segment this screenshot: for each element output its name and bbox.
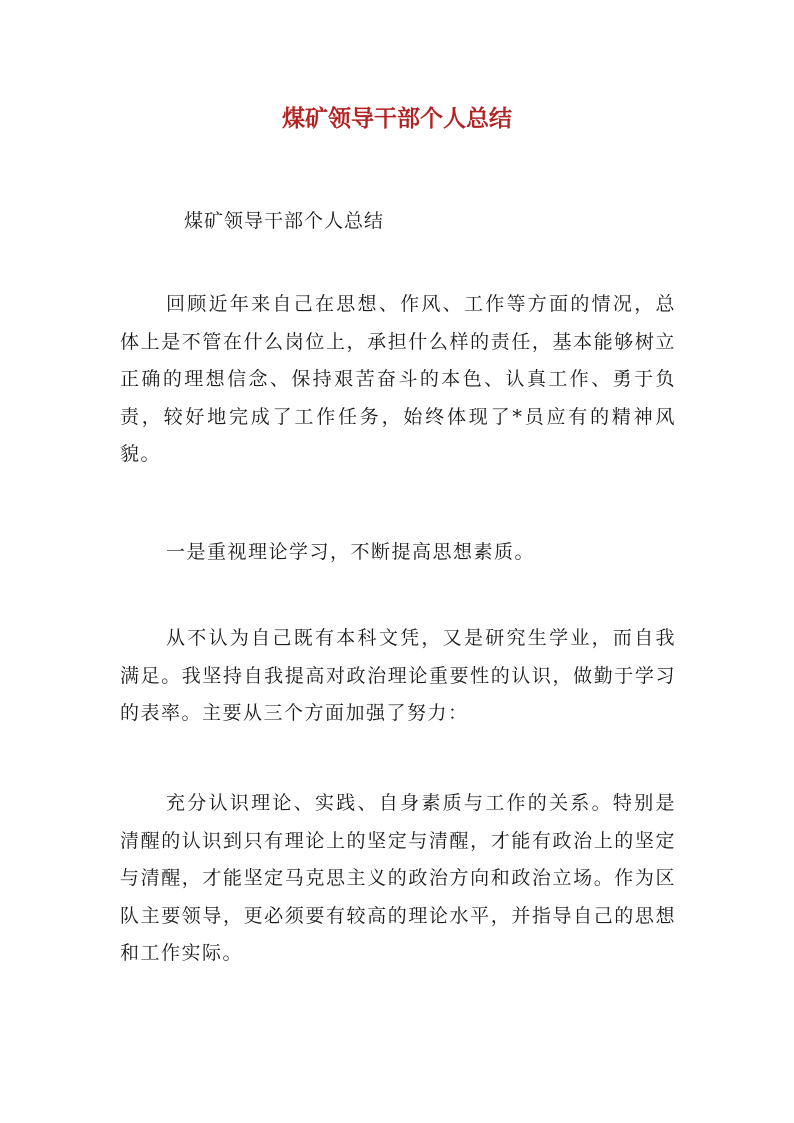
document-title: 煤矿领导干部个人总结	[282, 105, 512, 132]
document-subtitle: 煤矿领导干部个人总结	[184, 210, 385, 232]
paragraph-point-one: 一是重视理论学习，不断提高思想素质。	[166, 541, 536, 563]
paragraph-self-improvement: 从不认为自己既有本科文凭，又是研究生学业，而自我满足。我坚持自我提高对政治理论重要性的认识，做勤于学习的表率。主要从三个方面加强了努力：	[120, 627, 676, 724]
paragraph-theory-practice: 充分认识理论、实践、自身素质与工作的关系。特别是清醒的认识到只有理论上的坚定与清醒，才能有政治上的坚定与清醒，才能坚定马克思主义的政治方向和政治立场。作为区队主要领导，更必须要有较高的理论水平，并指导自己的思想和工作实际。	[120, 792, 676, 964]
paragraph-review: 回顾近年来自己在思想、作风、工作等方面的情况，总体上是不管在什么岗位上，承担什么样的责任，基本能够树立正确的理想信念、保持艰苦奋斗的本色、认真工作、勇于负责，较好地完成了工作任务，始终体现了*员应有的精神风貌。	[120, 293, 676, 465]
